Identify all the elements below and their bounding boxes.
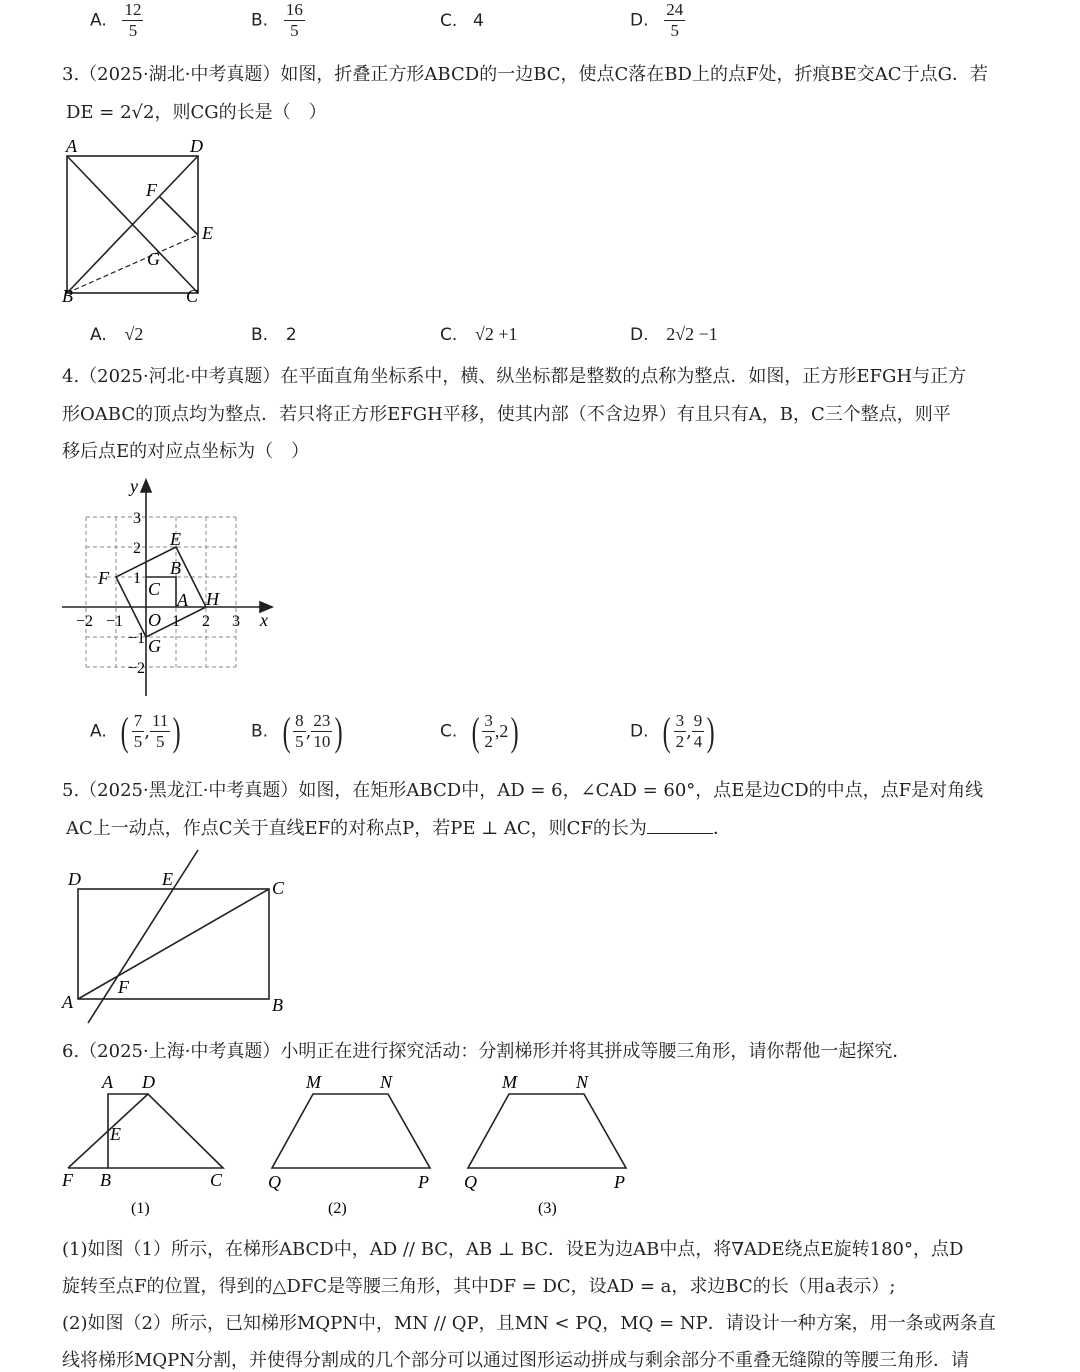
q2-option-a-fraction: $\frac{12}{5}$ <box>124 0 142 40</box>
q2-option-d: D. $\frac{24}{5}$ <box>630 0 684 40</box>
label-c: C <box>148 579 161 599</box>
q6-part1-line-1: (1)如图（1）所示，在梯形ABCD中，AD // BC，AB ⊥ BC．设E为边AB中点，将∇ADE绕点E旋转180°，点D <box>62 1239 964 1260</box>
label-d: D <box>142 1072 155 1092</box>
label-b: B <box>170 558 181 578</box>
label-b: B <box>100 1170 111 1190</box>
label-p: P <box>418 1172 429 1192</box>
q4-option-d: D. ( $\frac{3}{2}$ , $\frac{9}{4}$ ) <box>630 709 715 754</box>
q2-option-b: B. $\frac{16}{5}$ <box>251 0 303 40</box>
q4-option-b: B. ( $\frac{8}{5}$ , $\frac{23}{10}$ ) <box>251 709 344 754</box>
tick-x-3: 3 <box>232 613 240 630</box>
q3-option-a: A. √2 <box>90 324 144 345</box>
tick-y-2: 2 <box>133 540 141 557</box>
q2-option-b-fraction: $\frac{16}{5}$ <box>285 0 303 40</box>
q3-option-b: B. 2 <box>251 325 297 345</box>
q2-option-c: C. 4 <box>440 11 484 31</box>
label-b: B <box>62 286 73 306</box>
label-a: A <box>102 1072 113 1092</box>
tick-y-3: 3 <box>133 510 141 527</box>
label-e: E <box>110 1124 121 1144</box>
label-c: C <box>186 286 199 306</box>
trapezoid-abcd <box>108 1094 223 1168</box>
label-q: Q <box>464 1172 477 1192</box>
q3-option-c: C. √2 +1 <box>440 324 518 345</box>
label-e: E <box>162 869 173 889</box>
q4-line-1: 4.（2025·河北·中考真题）在平面直角坐标系中，横、纵坐标都是整数的点称为整点．如图，正方形EFGH与正方 <box>62 366 967 387</box>
label-c: C <box>272 878 285 898</box>
q2-option-a: A. $\frac{12}{5}$ <box>90 0 142 40</box>
label-a: A <box>62 992 73 1012</box>
q2-option-d-fraction: $\frac{24}{5}$ <box>666 0 684 40</box>
q5-line-1: 5.（2025·黑龙江·中考真题）如图，在矩形ABCD中，AD = 6，∠CAD = 60°，点E是边CD的中点，点F是对角线 <box>62 780 984 801</box>
tick-y-neg1: −1 <box>128 630 146 647</box>
q6-figure-1 <box>58 1070 238 1220</box>
q3-option-d: D. 2√2 −1 <box>630 324 718 345</box>
label-n: N <box>380 1072 393 1092</box>
label-g: G <box>148 636 161 656</box>
q4-line-2: 形OABC的顶点均为整点．若只将正方形EFGH平移，使其内部（不含边界）有且只有A，B，C三个整点，则平 <box>62 404 951 425</box>
tick-x-neg2: −2 <box>76 613 94 630</box>
q6-part2-line-1: (2)如图（2）所示，已知梯形MQPN中，MN // QP，且MN < PQ，MQ = NP．请设计一种方案，用一条或两条直 <box>62 1313 996 1334</box>
label-n: N <box>576 1072 589 1092</box>
label-d: D <box>190 136 203 156</box>
label-a: A <box>66 136 77 156</box>
q3-line-2: DE = 2√2，则CG的长是（ ） <box>66 102 327 123</box>
line-ef <box>88 850 198 1023</box>
square-efgh <box>116 547 206 637</box>
q3-line-1: 3.（2025·湖北·中考真题）如图，折叠正方形ABCD的一边BC，使点C落在BD上的点F处，折痕BE交AC于点G．若 <box>62 64 988 85</box>
label-c: C <box>210 1170 223 1190</box>
diagonal-ac <box>78 889 269 999</box>
q4-option-c: C. ( $\frac{3}{2}$ ,2) <box>440 709 520 754</box>
label-y: y <box>130 476 138 496</box>
label-x: x <box>260 610 268 630</box>
label-m: M <box>502 1072 517 1092</box>
label-a: A <box>177 590 188 610</box>
trapezoid-mqpn <box>272 1094 430 1168</box>
q5-line-2: AC上一动点，作点C关于直线EF的对称点P，若PE ⊥ AC，则CF的长为 ． <box>66 814 731 840</box>
tick-y-1: 1 <box>133 570 141 587</box>
label-h: H <box>206 589 219 609</box>
q6-part1-line-2: 旋转至点F的位置，得到的△DFC是等腰三角形，其中DF = DC，设AD = a，求边BC的长（用a表示）; <box>62 1276 896 1297</box>
tick-y-neg2: −2 <box>128 660 146 677</box>
q4-option-a: A. ( $\frac{7}{5}$ , $\frac{11}{5}$ ) <box>90 709 182 754</box>
y-axis-arrow-icon <box>141 480 151 492</box>
segment-fe <box>159 196 198 235</box>
trapezoid-mqpn <box>468 1094 626 1168</box>
label-d: D <box>68 869 81 889</box>
q6-figure-3 <box>456 1070 646 1220</box>
q6-part2-line-2: 线将梯形MQPN分割，并使得分割成的几个部分可以通过图形运动拼成与剩余部分不重叠无缝隙的等腰三角形．请 <box>62 1350 970 1371</box>
label-f: F <box>146 180 157 200</box>
answer-blank[interactable] <box>647 815 713 834</box>
q4-line-3: 移后点E的对应点坐标为（ ） <box>62 441 310 462</box>
q5-figure-rectangle <box>58 846 298 1026</box>
label-m: M <box>306 1072 321 1092</box>
caption-2: (2) <box>328 1200 347 1217</box>
label-e: E <box>202 223 213 243</box>
label-f: F <box>98 568 109 588</box>
label-p: P <box>614 1172 625 1192</box>
label-o: O <box>148 610 161 630</box>
caption-3: (3) <box>538 1200 557 1217</box>
q6-line-1: 6.（2025·上海·中考真题）小明正在进行探究活动：分割梯形并将其拼成等腰三角形，请你帮他一起探究． <box>62 1041 911 1062</box>
tick-x-neg1: −1 <box>106 613 124 630</box>
fold-be-dashed <box>67 235 198 293</box>
label-q: Q <box>268 1172 281 1192</box>
tick-x-2: 2 <box>202 613 210 630</box>
q3-figure-square <box>58 134 228 309</box>
label-e: E <box>170 529 181 549</box>
label-f: F <box>62 1170 73 1190</box>
caption-1: (1) <box>131 1200 150 1217</box>
label-f: F <box>118 977 129 997</box>
q4-figure-coordinate-grid <box>58 474 288 704</box>
label-g: G <box>147 249 160 269</box>
label-b: B <box>272 995 283 1015</box>
tick-x-1: 1 <box>172 613 180 630</box>
q6-figure-2 <box>260 1070 450 1220</box>
